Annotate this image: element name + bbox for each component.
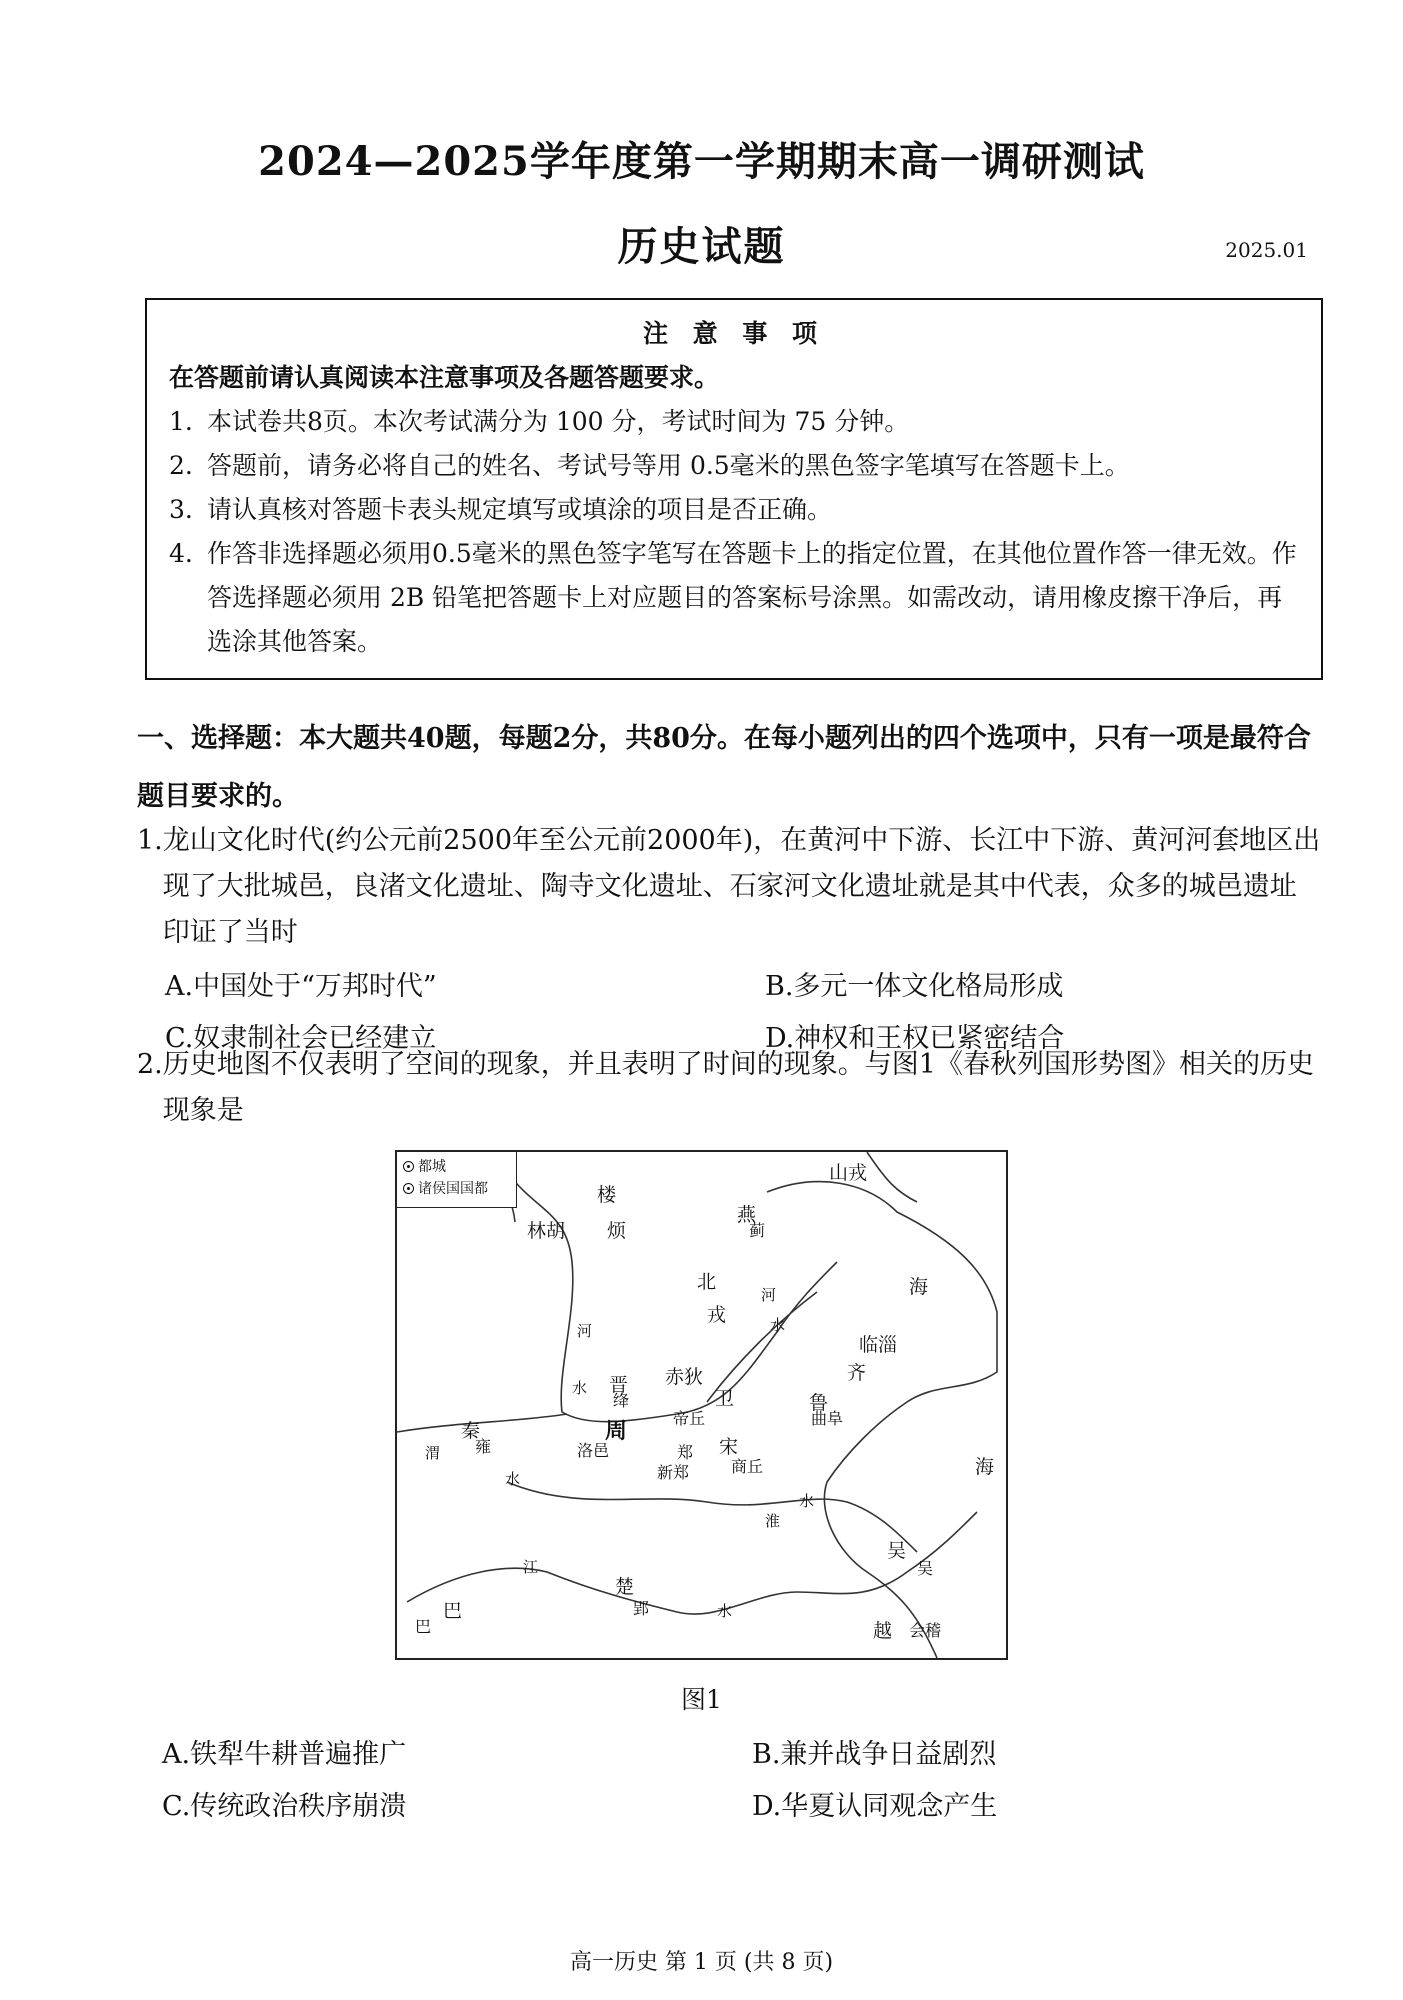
- map-label-ba: 巴: [443, 1600, 463, 1622]
- notice-item-number: 2.: [169, 451, 193, 480]
- question-1: [137, 818, 1322, 1060]
- map-label-qi: 齐: [847, 1362, 867, 1384]
- option-a[interactable]: A.铁犁牛耕普遍推广: [162, 1739, 407, 1770]
- spring-autumn-map: [395, 1150, 1008, 1660]
- map-label-shui-2: 水: [572, 1379, 588, 1397]
- map-label-beirong-2: 戎: [707, 1304, 727, 1326]
- state-capital-marker-icon: [403, 1183, 414, 1194]
- map-label-shui-3: 水: [505, 1470, 521, 1488]
- notice-item-number: 1.: [169, 407, 193, 436]
- notice-box: [145, 298, 1323, 680]
- map-label-ying: 郢: [633, 1599, 650, 1618]
- question-stem: 历史地图不仅表明了空间的现象，并且表明了时间的现象。与图1《春秋列国形势图》相关的历史现象是: [162, 1049, 1314, 1126]
- notice-item-text: 答题前，请务必将自己的姓名、考试号等用 0.5毫米的黑色签字笔填写在答题卡上。: [207, 451, 1130, 480]
- map-label-wei: 卫: [715, 1388, 735, 1410]
- option-b[interactable]: B.多元一体文化格局形成: [765, 971, 1064, 1002]
- options-row: [137, 1724, 1322, 1776]
- map-label-lou: 楼: [597, 1184, 617, 1206]
- map-label-hai-1: 海: [909, 1276, 929, 1298]
- notice-item: [169, 488, 1299, 532]
- notice-item: [169, 532, 1299, 664]
- question-number: 2.: [137, 1049, 163, 1080]
- map-label-fan: 烦: [607, 1220, 627, 1242]
- map-label-diqiu: 帝丘: [673, 1409, 706, 1428]
- option-a[interactable]: A.中国处于“万邦时代”: [165, 971, 437, 1002]
- exam-date: 2025.01: [1225, 238, 1308, 262]
- map-label-beirong-1: 北: [697, 1271, 717, 1293]
- map-label-jiang-river: 江: [523, 1558, 539, 1576]
- map-label-shangqiu: 商丘: [731, 1457, 764, 1476]
- map-label-kuaiji: 会稽: [909, 1621, 942, 1640]
- map-label-yan: 燕: [737, 1204, 757, 1226]
- map-label-ba-city: 巴: [415, 1617, 432, 1636]
- map-drawing: [397, 1152, 1006, 1658]
- option-c[interactable]: C.奴隶制社会已经建立: [165, 1023, 437, 1054]
- map-label-luoyi: 洛邑: [577, 1441, 610, 1460]
- map-label-shui-4: 水: [799, 1492, 815, 1510]
- map-label-chidi: 赤狄: [665, 1366, 704, 1388]
- question-2-options: [137, 1724, 1322, 1828]
- map-legend: [397, 1152, 517, 1208]
- map-label-huai: 淮: [765, 1512, 781, 1530]
- map-label-shanrong: 山戎: [829, 1162, 868, 1184]
- map-label-he-2: 河: [761, 1286, 777, 1304]
- legend-item-state-capital: [403, 1178, 510, 1200]
- notice-intro: 在答题前请认真阅读本注意事项及各题答题要求。: [169, 363, 720, 392]
- map-label-zheng: 郑: [677, 1443, 694, 1462]
- map-label-linzi: 临淄: [859, 1334, 898, 1356]
- capital-marker-icon: [403, 1161, 414, 1172]
- question-number: 1.: [137, 825, 163, 856]
- figure-caption: 图1: [681, 1685, 722, 1714]
- map-label-hai-2: 海: [975, 1456, 995, 1478]
- map-label-jiang: 绛: [613, 1391, 630, 1410]
- options-row: [137, 1776, 1322, 1828]
- notice-item-text: 请认真核对答题卡表头规定填写或填涂的项目是否正确。: [207, 495, 833, 524]
- map-label-wu: 吴: [887, 1540, 907, 1562]
- map-label-wu-city: 吴: [917, 1559, 934, 1578]
- notice-title: 注 意 事 项: [642, 319, 826, 348]
- map-label-ji: 蓟: [749, 1221, 766, 1240]
- map-label-zhou: 周: [605, 1418, 628, 1444]
- map-label-shui-1: 水: [770, 1316, 786, 1334]
- map-label-xinzheng: 新郑: [657, 1463, 690, 1482]
- map-label-yue: 越: [873, 1620, 893, 1642]
- map-label-song: 宋: [719, 1436, 739, 1458]
- map-label-qin: 秦: [461, 1420, 481, 1442]
- options-row: [137, 956, 1322, 1008]
- exam-title: 2024—2025学年度第一学期期末高一调研测试: [258, 138, 1145, 185]
- option-b[interactable]: B.兼并战争日益剧烈: [752, 1739, 997, 1770]
- notice-item: [169, 400, 1299, 444]
- question-stem: 龙山文化时代(约公元前2500年至公元前2000年)，在黄河中下游、长江中下游、黄河河套地区出现了大批城邑，良渚文化遗址、陶寺文化遗址、石家河文化遗址就是其中代表，众多的城邑遗址印证了当时: [162, 825, 1321, 948]
- section-heading: 一、选择题：本大题共40题，每题2分，共80分。在每小题列出的四个选项中，只有一项是最符合题目要求的。: [137, 723, 1311, 812]
- option-d[interactable]: D.神权和王权已紧密结合: [765, 1023, 1065, 1054]
- map-label-he-1: 河: [577, 1322, 593, 1340]
- page-footer: 高一历史 第 1 页 (共 8 页): [569, 1950, 834, 1975]
- legend-capital-label: 都城: [418, 1159, 446, 1175]
- map-label-lu: 鲁: [809, 1392, 829, 1414]
- map-label-yong: 雍: [475, 1437, 492, 1456]
- map-label-jin: 晋: [609, 1374, 629, 1396]
- legend-item-capital: [403, 1156, 510, 1178]
- question-2: [137, 1042, 1322, 1134]
- notice-item: [169, 444, 1299, 488]
- option-d[interactable]: D.华夏认同观念产生: [752, 1791, 998, 1822]
- notice-item-text: 本试卷共8页。本次考试满分为 100 分，考试时间为 75 分钟。: [207, 407, 910, 436]
- map-label-wei-river: 渭: [425, 1444, 441, 1462]
- notice-item-number: 4.: [169, 539, 193, 568]
- legend-state-capital-label: 诸侯国国都: [418, 1181, 488, 1197]
- map-label-shui-5: 水: [717, 1602, 733, 1620]
- map-label-chu: 楚: [615, 1576, 635, 1598]
- exam-subtitle: 历史试题: [617, 223, 786, 270]
- notice-item-text: 作答非选择题必须用0.5毫米的黑色签字笔写在答题卡上的指定位置，在其他位置作答一律无效。作答选择题必须用 2B 铅笔把答题卡上对应题目的答案标号涂黑。如需改动，请用橡皮擦干净后，再选涂其他答案。: [207, 539, 1297, 656]
- map-label-linhu: 林胡: [527, 1220, 566, 1242]
- map-label-qufu: 曲阜: [811, 1409, 844, 1428]
- notice-item-number: 3.: [169, 495, 193, 524]
- option-c[interactable]: C.传统政治秩序崩溃: [162, 1791, 407, 1822]
